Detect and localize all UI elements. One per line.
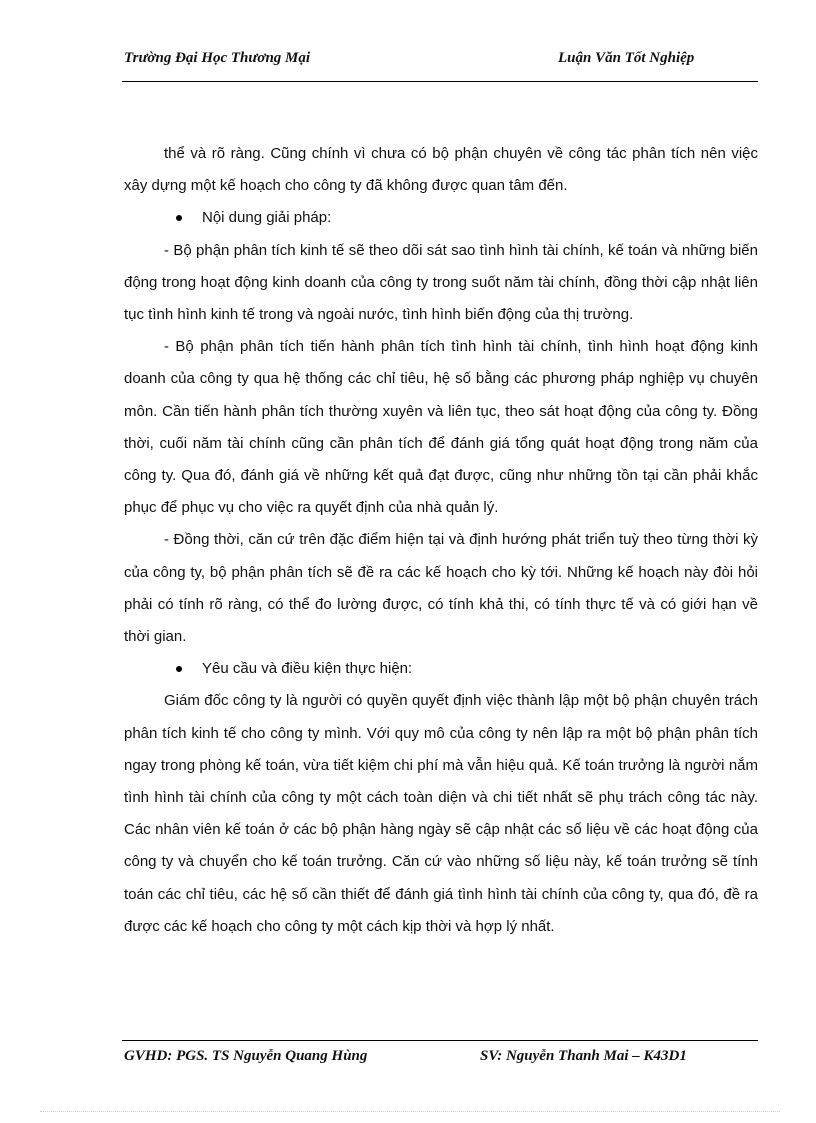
- footer-student: SV: Nguyễn Thanh Mai – K43D1: [480, 1048, 687, 1064]
- bullet-item-2: [124, 653, 758, 685]
- footer-advisor: GVHD: PGS. TS Nguyễn Quang Hùng: [124, 1048, 368, 1064]
- header-rule: [122, 81, 758, 82]
- header-university: Trường Đại Học Thương Mại: [124, 50, 311, 66]
- paragraph-5: Giám đốc công ty là người có quyền quyết định việc thành lập một bộ phận chuyên trách phân tích kinh tế cho công ty mình. Với quy mô của công ty nên lập ra một bộ phận phân tích ngay trong phòng kế toán, vừa tiết kiệm chi phí mà vẫn hiệu quả. Kế toán trưởng là người nắm tình hình tài chính của công ty một cách toàn diện và chi tiết nhất sẽ phụ trách công tác này. Các nhân viên kế toán ở các bộ phận hàng ngày sẽ cập nhật các số liệu về các hoạt động của công ty và chuyển cho kế toán trưởng. Căn cứ vào những số liệu này, kế toán trưởng sẽ tính toán các chỉ tiêu, các hệ số cần thiết để đánh giá tình hình tài chính của công ty, qua đó, đề ra được các kế hoạch cho công ty một cách kịp thời và hợp lý nhất.: [124, 692, 758, 935]
- header-thesis-label: Luận Văn Tốt Nghiệp: [558, 50, 695, 66]
- paragraph-4: - Đồng thời, căn cứ trên đặc điểm hiện tại và định hướng phát triển tuỳ theo từng thời kỳ của công ty, bộ phận phân tích sẽ đề ra các kế hoạch cho kỳ tới. Những kế hoạch này đòi hỏi phải có tính rõ ràng, có thể đo lường được, có tính khả thi, có tính thực tế và có giới hạn về thời gian.: [124, 531, 758, 646]
- paragraph-1: thể và rõ ràng. Cũng chính vì chưa có bộ phận chuyên về công tác phân tích nên việc xây dựng một kế hoạch cho công ty đã không được quan tâm đến.: [124, 145, 758, 195]
- paragraph-2: - Bộ phận phân tích kinh tế sẽ theo dõi sát sao tình hình tài chính, kế toán và những biến động trong hoạt động kinh doanh của công ty trong suốt năm tài chính, đồng thời cập nhật liên tục tình hình kinh tế trong và ngoài nước, tình hình biến động của thị trường.: [124, 241, 758, 324]
- paragraph-3: - Bộ phận phân tích tiến hành phân tích tình hình tài chính, tình hình hoạt động kinh doanh của công ty qua hệ thống các chỉ tiêu, hệ số bằng các phương pháp nghiệp vụ chuyên môn. Cần tiến hành phân tích thường xuyên và liên tục, theo sát hoạt động của công ty. Đồng thời, cuối năm tài chính cũng cần phân tích để đánh giá tổng quát hoạt động trong năm của công ty. Qua đó, đánh giá về những kết quả đạt được, cũng như những tồn tại cần phải khắc phục để phục vụ cho việc ra quyết định của nhà quản lý.: [124, 338, 758, 517]
- bullet-item-1-text: Nội dung giải pháp:: [202, 209, 332, 227]
- bullet-item-1: [124, 202, 758, 234]
- page-bottom-dotted-line: [40, 1111, 780, 1112]
- bullet-item-2-text: Yêu cầu và điều kiện thực hiện:: [202, 660, 413, 678]
- footer-rule: [122, 1040, 758, 1041]
- page-body: [124, 138, 758, 943]
